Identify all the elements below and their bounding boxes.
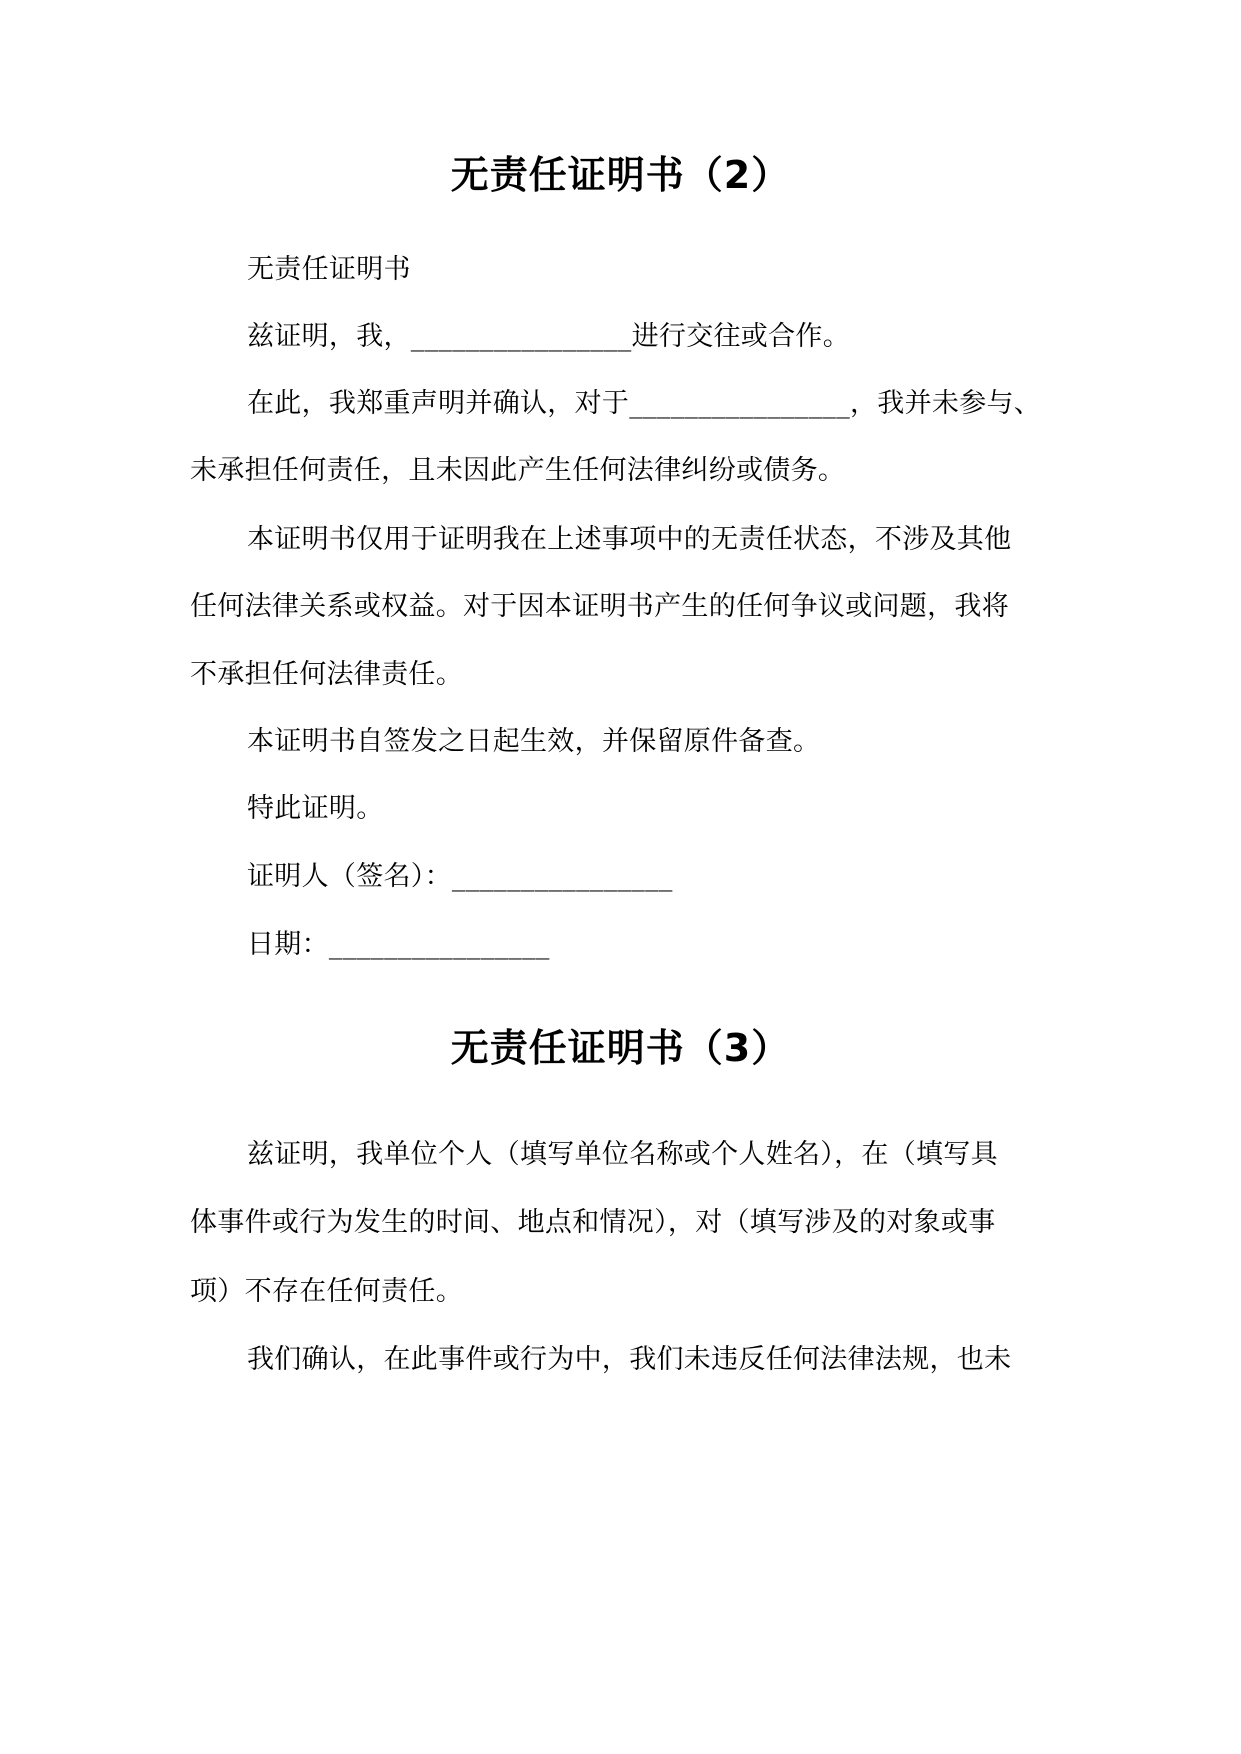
paragraph-line: 未承担任何责任，且未因此产生任何法律纠纷或债务。: [190, 455, 846, 486]
date-line: 日期：________________: [247, 929, 550, 960]
paragraph-line: 兹证明，我，________________进行交往或合作。: [247, 321, 850, 352]
paragraph-line: 不承担任何法律责任。: [190, 659, 463, 690]
paragraph-line: 在此，我郑重声明并确认，对于________________，我并未参与、: [247, 388, 1042, 419]
signer-signature-line: 证明人（签名）：________________: [247, 861, 673, 892]
paragraph-line: 体事件或行为发生的时间、地点和情况），对（填写涉及的对象或事: [190, 1207, 996, 1238]
paragraph-line: 本证明书仅用于证明我在上述事项中的无责任状态，不涉及其他: [247, 524, 1012, 555]
paragraph-line: 本证明书自签发之日起生效，并保留原件备查。: [247, 726, 821, 757]
section-2-title: 无责任证明书（2）: [450, 153, 791, 197]
paragraph-line: 兹证明，我单位个人（填写单位名称或个人姓名），在（填写具: [247, 1139, 998, 1170]
section-3-title: 无责任证明书（3）: [450, 1026, 791, 1070]
paragraph-line: 任何法律关系或权益。对于因本证明书产生的任何争议或问题，我将: [190, 591, 1009, 622]
paragraph-line: 项）不存在任何责任。: [190, 1276, 463, 1307]
paragraph-line: 特此证明。: [247, 793, 384, 824]
paragraph-line: 我们确认，在此事件或行为中，我们未违反任何法律法规，也未: [247, 1344, 1012, 1375]
paragraph-heading: 无责任证明书: [247, 254, 411, 285]
